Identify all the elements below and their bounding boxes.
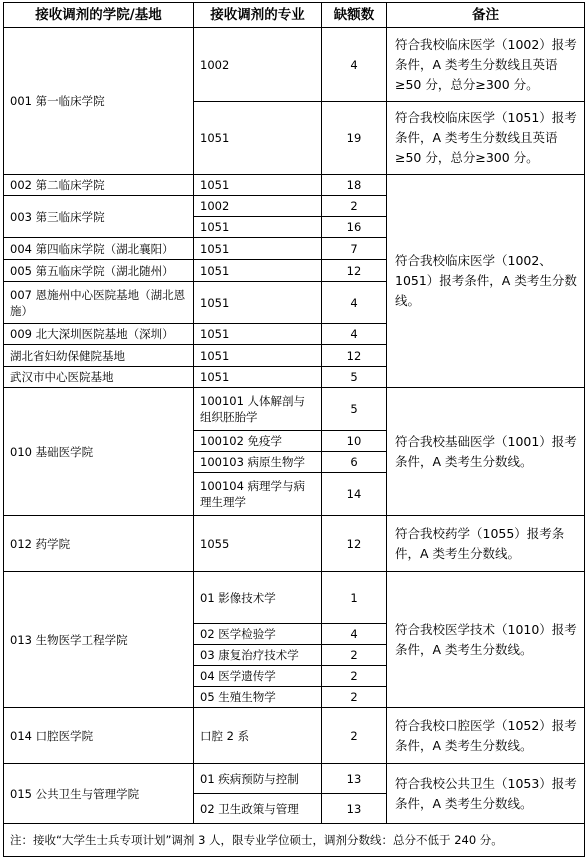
major-cell: 1051 xyxy=(194,217,322,238)
quota-cell: 4 xyxy=(322,324,387,345)
major-cell: 01 影像技术学 xyxy=(194,572,322,624)
major-cell: 05 生殖生物学 xyxy=(194,687,322,708)
major-cell: 01 疾病预防与控制 xyxy=(194,764,322,794)
school-cell: 009 北大深圳医院基地（深圳） xyxy=(4,324,194,345)
table-row xyxy=(4,516,585,572)
quota-cell: 2 xyxy=(322,645,387,666)
quota-cell: 13 xyxy=(322,794,387,824)
major-cell: 02 医学检验学 xyxy=(194,624,322,645)
table-row xyxy=(4,388,585,431)
header-quota: 缺额数 xyxy=(322,3,387,28)
quota-cell: 18 xyxy=(322,175,387,196)
quota-cell: 5 xyxy=(322,367,387,388)
remark-cell: 符合我校临床医学（1002、1051）报考条件，A 类考生分数线。 xyxy=(387,175,585,388)
major-cell: 1051 xyxy=(194,324,322,345)
quota-cell: 2 xyxy=(322,687,387,708)
adjustment-table xyxy=(3,2,585,857)
table-row xyxy=(4,175,585,196)
major-cell: 1051 xyxy=(194,175,322,196)
major-cell: 口腔 2 系 xyxy=(194,708,322,764)
major-cell: 100104 病理学与病理生理学 xyxy=(194,473,322,516)
quota-cell: 13 xyxy=(322,764,387,794)
major-cell: 1051 xyxy=(194,102,322,175)
quota-cell: 1 xyxy=(322,572,387,624)
remark-cell: 符合我校药学（1055）报考条件，A 类考生分数线。 xyxy=(387,516,585,572)
major-cell: 1051 xyxy=(194,345,322,367)
remark-cell: 符合我校医学技术（1010）报考条件，A 类考生分数线。 xyxy=(387,572,585,708)
remark-cell: 符合我校基础医学（1001）报考条件，A 类考生分数线。 xyxy=(387,388,585,516)
remark-cell: 符合我校临床医学（1002）报考条件，A 类考生分数线且英语≥50 分，总分≥300 分。 xyxy=(387,28,585,102)
major-cell: 1051 xyxy=(194,238,322,260)
school-cell: 014 口腔医学院 xyxy=(4,708,194,764)
major-cell: 1055 xyxy=(194,516,322,572)
table-row xyxy=(4,28,585,102)
school-cell: 002 第二临床学院 xyxy=(4,175,194,196)
school-cell: 005 第五临床学院（湖北随州） xyxy=(4,260,194,282)
quota-cell: 12 xyxy=(322,345,387,367)
quota-cell: 12 xyxy=(322,260,387,282)
major-cell: 1051 xyxy=(194,282,322,324)
quota-cell: 4 xyxy=(322,282,387,324)
quota-cell: 10 xyxy=(322,431,387,452)
quota-cell: 4 xyxy=(322,624,387,645)
quota-cell: 7 xyxy=(322,238,387,260)
major-cell: 03 康复治疗技术学 xyxy=(194,645,322,666)
school-cell: 003 第三临床学院 xyxy=(4,196,194,238)
school-cell: 010 基础医学院 xyxy=(4,388,194,516)
quota-cell: 4 xyxy=(322,28,387,102)
major-cell: 1002 xyxy=(194,28,322,102)
header-row xyxy=(4,3,585,28)
school-cell: 武汉市中心医院基地 xyxy=(4,367,194,388)
header-remark: 备注 xyxy=(387,3,585,28)
school-cell: 015 公共卫生与管理学院 xyxy=(4,764,194,824)
quota-cell: 19 xyxy=(322,102,387,175)
school-cell: 湖北省妇幼保健院基地 xyxy=(4,345,194,367)
major-cell: 1051 xyxy=(194,367,322,388)
major-cell: 02 卫生政策与管理 xyxy=(194,794,322,824)
school-cell: 001 第一临床学院 xyxy=(4,28,194,175)
quota-cell: 16 xyxy=(322,217,387,238)
table-row xyxy=(4,708,585,764)
remark-cell: 符合我校口腔医学（1052）报考条件，A 类考生分数线。 xyxy=(387,708,585,764)
major-cell: 1051 xyxy=(194,260,322,282)
footnote-row xyxy=(4,824,585,857)
remark-cell: 符合我校临床医学（1051）报考条件，A 类考生分数线且英语≥50 分，总分≥300 分。 xyxy=(387,102,585,175)
school-cell: 004 第四临床学院（湖北襄阳） xyxy=(4,238,194,260)
remark-cell: 符合我校公共卫生（1053）报考条件，A 类考生分数线。 xyxy=(387,764,585,824)
table-row xyxy=(4,572,585,624)
quota-cell: 6 xyxy=(322,452,387,473)
quota-cell: 2 xyxy=(322,196,387,217)
major-cell: 100101 人体解剖与组织胚胎学 xyxy=(194,388,322,431)
quota-cell: 12 xyxy=(322,516,387,572)
school-cell: 007 恩施州中心医院基地（湖北恩施） xyxy=(4,282,194,324)
quota-cell: 2 xyxy=(322,666,387,687)
major-cell: 04 医学遗传学 xyxy=(194,666,322,687)
quota-cell: 14 xyxy=(322,473,387,516)
quota-cell: 2 xyxy=(322,708,387,764)
major-cell: 100102 免疫学 xyxy=(194,431,322,452)
quota-cell: 5 xyxy=(322,388,387,431)
school-cell: 012 药学院 xyxy=(4,516,194,572)
major-cell: 100103 病原生物学 xyxy=(194,452,322,473)
school-cell: 013 生物医学工程学院 xyxy=(4,572,194,708)
table-row xyxy=(4,764,585,794)
footnote: 注：接收“大学生士兵专项计划”调剂 3 人，限专业学位硕士，调剂分数线：总分不低于 240 分。 xyxy=(4,824,585,857)
major-cell: 1002 xyxy=(194,196,322,217)
header-major: 接收调剂的专业 xyxy=(194,3,322,28)
table-body xyxy=(4,28,585,857)
header-school: 接收调剂的学院/基地 xyxy=(4,3,194,28)
